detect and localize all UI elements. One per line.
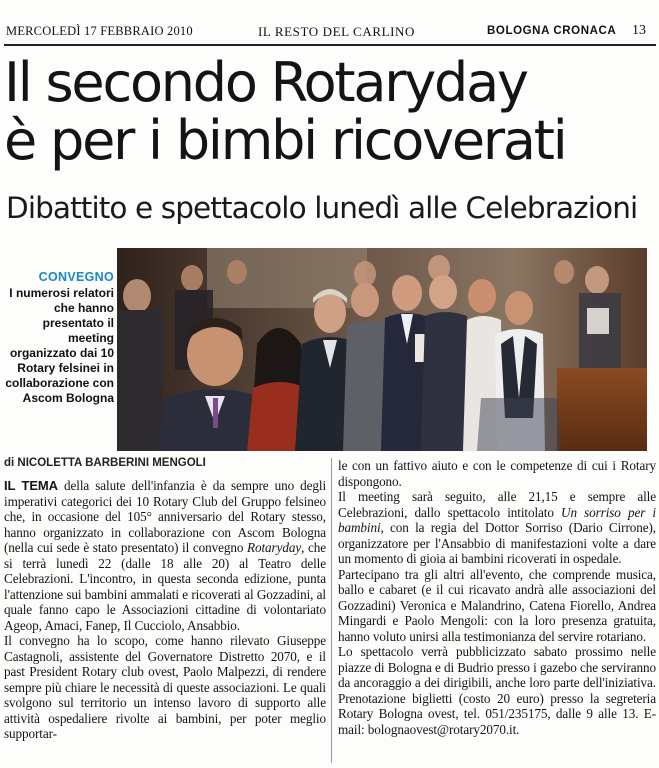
paragraph-1: IL TEMA della salute dell'infanzia è da sempre uno degli imperativi categorici dei 10 Rotary Club del Gruppo felsineo che, in occasione del 105° anniversario del Rotary stesso, hanno organizzato in collaborazione con Ascom Bologna (nella cui sede è stato presentato) il convegno Rotaryday, che si terrà lunedì 22 (dalle 18 alle 20) al Teatro delle Celebrazioni. L'incontro, in questa seconda edizione, punta l'attenzione sui bambini ammalati e ricoverati al Gozzadini, al quale fanno capo le Associazioni cittadine di volontariato Ageop, Amaci, Fanep, Il Cucciolo, Ansabbio. [4,478,327,633]
paragraph-2: Il convegno ha lo scopo, come hanno rilevato Giuseppe Castagnoli, assistente del Governatore Distretto 2070, e il past President Rotary club ovest, Paolo Malpezzi, di rendere sempre più chiare le necessità di queste associazioni. Le quali svolgono sul territorio un intenso lavoro di supporto alle attività ospedaliere rivolte ai bambini, per poter meglio supportar- [4,633,326,741]
caption-text: I numerosi relatori che hanno presentato il meeting organizzato dai 10 Rotary felsinei in collaborazione con Ascom Bologna [5,286,114,405]
byline: di NICOLETTA BARBERINI MENGOLI [4,457,206,469]
group-photo-illustration [117,248,647,451]
lead-words: IL TEMA [4,478,58,493]
subheadline: Dibattito e spettacolo lunedì alle Celebrazioni [6,191,638,225]
paragraph-4: Partecipano tra gli altri all'evento, che comprende musica, ballo e cabaret (e il cui ricavato andrà alle associazioni del Gozzadini) Veronica e Malandrino, Catena Fiorello, Andrea Mingardi e Paolo Mengoli: con la loro presenza gratuita, hanno voluto unirsi alla testimonianza del servire rotariano. [338,566,656,644]
section-name: BOLOGNA CRONACA [487,25,617,37]
newspaper-name: IL RESTO DEL CARLINO [258,24,416,39]
page-number: 13 [632,23,646,38]
group-photo [117,248,647,451]
issue-date: MERCOLEDÌ 17 FEBBRAIO 2010 [6,24,193,38]
headline-line-2: è per i bimbi ricoverati [4,109,566,172]
column-divider [331,458,332,763]
article-column-1 [4,478,326,742]
paragraph-3: Il meeting sarà seguito, alle 21,15 e sempre alle Celebrazioni, dallo spettacolo intitolato Un sorriso per i bambini, con la regia del Dottor Sorriso (Dario Cirrone), organizzatore per l'Ansabbio di manifestazioni volte a dare un momento di gioia ai bambini ricoverati in ospedale. [338,489,656,566]
article-column-2 [338,458,656,737]
headline-line-1: Il secondo Rotaryday [4,51,527,114]
masthead-rule [4,44,656,46]
caption-kicker: CONVEGNO [38,270,114,284]
paragraph-5: Lo spettacolo verrà pubblicizzato sabato prossimo nelle piazze di Bologna e di Budrio presso i gazebo che serviranno da ancoraggio a dei dirigibili, anche loro parte dell'iniziativa. Prenotazione biglietti (costo 20 euro) presso la segreteria Rotary Bologna ovest, tel. 051/235175, dalle 9 alle 13. E-mail: bolognaovest@rotary2070.it. [338,644,656,737]
paragraph-continued: le con un fattivo aiuto e con le competenze di cui i Rotary dispongono. [338,458,656,489]
photo-caption [4,270,114,406]
